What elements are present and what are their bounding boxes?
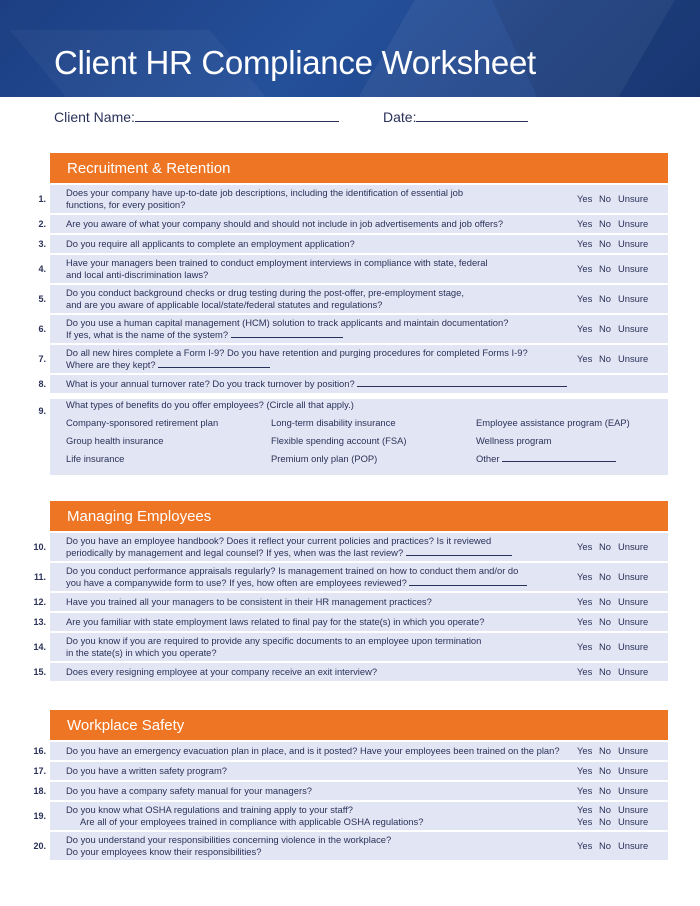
question-number: 9. <box>38 406 46 416</box>
answer-options[interactable] <box>577 293 648 305</box>
question-line: What is your annual turnover rate? Do you track turnover by position? <box>66 378 355 389</box>
date-label: Date: <box>383 109 417 125</box>
no-option[interactable]: No <box>599 218 611 229</box>
question-text <box>50 257 555 281</box>
no-option[interactable]: No <box>599 596 611 607</box>
question-number: 3. <box>38 239 46 249</box>
question-text <box>50 287 555 311</box>
question-line-with-blank <box>66 577 555 589</box>
question-line: Do your employees know their responsibilities? <box>66 846 262 857</box>
answer-options[interactable] <box>577 193 648 205</box>
question-number: 4. <box>38 264 46 274</box>
unsure-option[interactable]: Unsure <box>618 785 649 796</box>
question-text <box>50 238 555 250</box>
question-number: 16. <box>33 746 46 756</box>
client-name-label: Client Name: <box>54 109 135 125</box>
answer-blank[interactable] <box>231 329 343 338</box>
question-text <box>50 378 650 390</box>
question-line: Do you use a human capital management (HCM) solution to track applicants and maintain documentation? <box>66 317 509 328</box>
question-line: Do all new hires complete a Form I-9? Do you have retention and purging procedures for completed Forms I-9? <box>66 347 528 358</box>
question-text <box>50 785 555 797</box>
unsure-option[interactable]: Unsure <box>618 541 649 552</box>
question-number: 14. <box>33 642 46 652</box>
question-line: Do you have an employee handbook? Does it reflect your current policies and practices? Is it reviewed <box>66 535 492 546</box>
no-option[interactable]: No <box>599 293 611 304</box>
question-number: 12. <box>33 597 46 607</box>
question-text <box>50 666 555 678</box>
section-recruitment <box>38 153 668 475</box>
question-line: Have you trained all your managers to be consistent in their HR management practices? <box>66 596 432 607</box>
question-number: 11. <box>33 572 46 582</box>
question-row <box>33 593 668 611</box>
answer-options[interactable] <box>577 745 648 757</box>
benefit-option-other[interactable] <box>476 453 656 465</box>
question-line: you have a companywide form to use? If yes, how often are employees reviewed? <box>66 577 407 588</box>
section-title: Workplace Safety <box>50 710 668 740</box>
question-line: and are you aware of applicable local/state/federal statutes and regulations? <box>66 299 383 310</box>
question-text <box>50 218 555 230</box>
question-line: Have your managers been trained to conduct employment interviews in compliance with state, federal <box>66 257 488 268</box>
unsure-option[interactable]: Unsure <box>618 840 649 851</box>
question-row <box>38 315 668 343</box>
question-number: 1. <box>38 194 46 204</box>
no-option[interactable]: No <box>599 323 611 334</box>
no-option[interactable]: No <box>599 193 611 204</box>
page-title: Client HR Compliance Worksheet <box>54 44 536 81</box>
question-number: 15. <box>33 667 46 677</box>
benefit-option[interactable]: Group health insurance <box>66 435 164 446</box>
question-number: 10. <box>33 542 46 552</box>
yes-option[interactable]: Yes <box>577 238 593 249</box>
benefit-option[interactable]: Premium only plan (POP) <box>271 453 378 464</box>
yes-option[interactable]: Yes <box>577 745 593 756</box>
question-row <box>38 235 668 253</box>
question-row <box>38 255 668 283</box>
client-name-blank[interactable] <box>135 108 339 122</box>
unsure-option[interactable]: Unsure <box>618 596 649 607</box>
benefit-option[interactable]: Flexible spending account (FSA) <box>271 435 407 446</box>
yes-option[interactable]: Yes <box>577 596 593 607</box>
question-line: Do you have a written safety program? <box>66 765 228 776</box>
no-option[interactable]: No <box>599 666 611 677</box>
question-number: 17. <box>33 766 46 776</box>
answer-options[interactable] <box>577 541 648 553</box>
unsure-option[interactable]: Unsure <box>618 641 649 652</box>
unsure-option[interactable]: Unsure <box>618 616 649 627</box>
benefit-option[interactable]: Long-term disability insurance <box>271 417 396 428</box>
question-line-with-blank <box>66 547 555 559</box>
question-text <box>50 635 555 659</box>
yes-option[interactable]: Yes <box>577 353 593 364</box>
question-row <box>38 185 668 213</box>
yes-option[interactable]: Yes <box>577 218 593 229</box>
question-line: Does your company have up-to-date job descriptions, including the identification of essential job <box>66 187 464 198</box>
unsure-option[interactable]: Unsure <box>618 571 649 582</box>
question-row <box>38 375 668 393</box>
answer-blank[interactable] <box>406 547 512 556</box>
unsure-option[interactable]: Unsure <box>618 238 649 249</box>
answer-options[interactable] <box>577 765 648 777</box>
answer-options[interactable] <box>577 785 648 797</box>
question-line: Do you have an emergency evacuation plan in place, and is it posted? Have your employees been trained on the plan? <box>66 745 560 756</box>
question-row <box>33 762 668 780</box>
yes-option[interactable]: Yes <box>577 323 593 334</box>
unsure-option[interactable]: Unsure <box>618 293 649 304</box>
question-line: Does every resigning employee at your company receive an exit interview? <box>66 666 378 677</box>
unsure-option[interactable]: Unsure <box>618 745 649 756</box>
question-row <box>33 742 668 760</box>
answer-options[interactable] <box>577 353 648 365</box>
answer-options[interactable] <box>577 218 648 230</box>
answer-options[interactable] <box>577 323 648 335</box>
answer-options[interactable] <box>577 263 648 275</box>
question-number: 5. <box>38 294 46 304</box>
question-row <box>33 782 668 800</box>
no-option[interactable]: No <box>599 238 611 249</box>
no-option[interactable]: No <box>599 541 611 552</box>
no-option[interactable]: No <box>599 616 611 627</box>
answer-line[interactable] <box>577 816 648 828</box>
section-title: Managing Employees <box>50 501 668 531</box>
answer-options[interactable] <box>577 666 648 678</box>
no-option[interactable]: No <box>599 816 611 827</box>
question-text <box>50 834 555 858</box>
question-row <box>33 613 668 631</box>
benefit-option[interactable]: Employee assistance program (EAP) <box>476 417 630 428</box>
question-text <box>50 565 555 589</box>
no-option[interactable]: No <box>599 353 611 364</box>
no-option[interactable]: No <box>599 571 611 582</box>
yes-option[interactable]: Yes <box>577 785 593 796</box>
question-line: Do you understand your responsibilities concerning violence in the workplace? <box>66 834 392 845</box>
question-line: What types of benefits do you offer employees? (Circle all that apply.) <box>66 399 354 410</box>
date-field[interactable] <box>383 108 528 125</box>
question-text <box>50 616 555 628</box>
answer-options[interactable] <box>577 616 648 628</box>
question-text <box>50 804 555 828</box>
question-row <box>33 832 668 860</box>
question-line: Are you aware of what your company should and should not include in job advertisements and job offers? <box>66 218 504 229</box>
question-line: Do you conduct performance appraisals regularly? Is management trained on how to conduct them and/or do <box>66 565 519 576</box>
answer-blank[interactable] <box>357 378 567 387</box>
question-line-with-blank <box>66 329 555 341</box>
yes-option[interactable]: Yes <box>577 193 593 204</box>
answer-options[interactable] <box>577 238 648 250</box>
client-name-field[interactable] <box>54 108 339 125</box>
answer-options[interactable] <box>577 571 648 583</box>
unsure-option[interactable]: Unsure <box>618 263 649 274</box>
benefits-grid <box>66 417 668 465</box>
header-banner <box>0 0 700 97</box>
question-line: Do you know if you are required to provide any specific documents to an employee upon termination <box>66 635 482 646</box>
question-text <box>50 347 555 371</box>
question-row <box>38 345 668 373</box>
unsure-option[interactable]: Unsure <box>618 218 649 229</box>
benefit-option[interactable]: Other <box>476 453 500 464</box>
question-line-with-blank <box>66 359 555 371</box>
benefit-option[interactable]: Wellness program <box>476 435 552 446</box>
question-line: functions, for every position? <box>66 199 186 210</box>
answer-options[interactable] <box>577 641 648 653</box>
no-option[interactable]: No <box>599 785 611 796</box>
question-row <box>33 563 668 591</box>
question-row <box>33 802 668 830</box>
no-option[interactable]: No <box>599 263 611 274</box>
question-text <box>50 745 580 757</box>
unsure-option[interactable]: Unsure <box>618 765 649 776</box>
question-row <box>38 215 668 233</box>
yes-option[interactable]: Yes <box>577 804 593 815</box>
question-number: 19. <box>33 811 46 821</box>
unsure-option[interactable]: Unsure <box>618 353 649 364</box>
question-line: Do you know what OSHA regulations and training apply to your staff? <box>66 804 353 815</box>
no-option[interactable]: No <box>599 804 611 815</box>
no-option[interactable]: No <box>599 765 611 776</box>
answer-line[interactable] <box>577 804 648 816</box>
yes-option[interactable]: Yes <box>577 641 593 652</box>
question-line: Where are they kept? <box>66 359 156 370</box>
yes-option[interactable]: Yes <box>577 263 593 274</box>
answer-blank[interactable] <box>158 359 270 368</box>
date-blank[interactable] <box>416 108 528 122</box>
question-line: Do you require all applicants to complete an employment application? <box>66 238 355 249</box>
question-row <box>33 533 668 561</box>
question-number: 13. <box>33 617 46 627</box>
no-option[interactable]: No <box>599 641 611 652</box>
yes-option[interactable]: Yes <box>577 666 593 677</box>
yes-option[interactable]: Yes <box>577 765 593 776</box>
question-text <box>50 765 555 777</box>
no-option[interactable]: No <box>599 745 611 756</box>
answer-options[interactable] <box>577 804 648 828</box>
section-managing <box>33 501 668 681</box>
unsure-option[interactable]: Unsure <box>618 323 649 334</box>
unsure-option[interactable]: Unsure <box>618 816 649 827</box>
benefit-option[interactable]: Life insurance <box>66 453 125 464</box>
yes-option[interactable]: Yes <box>577 616 593 627</box>
question-row <box>38 399 668 475</box>
question-line: Do you conduct background checks or drug testing during the post-offer, pre-employment stage, <box>66 287 464 298</box>
yes-option[interactable]: Yes <box>577 541 593 552</box>
yes-option[interactable]: Yes <box>577 816 593 827</box>
answer-blank[interactable] <box>409 577 527 586</box>
benefit-option[interactable]: Company-sponsored retirement plan <box>66 417 219 428</box>
question-number: 18. <box>33 786 46 796</box>
no-option[interactable]: No <box>599 840 611 851</box>
question-row <box>33 633 668 661</box>
question-text <box>50 317 555 341</box>
yes-option[interactable]: Yes <box>577 293 593 304</box>
answer-options[interactable] <box>577 840 648 852</box>
yes-option[interactable]: Yes <box>577 571 593 582</box>
section-safety <box>33 710 668 860</box>
unsure-option[interactable]: Unsure <box>618 804 649 815</box>
unsure-option[interactable]: Unsure <box>618 193 649 204</box>
question-number: 6. <box>38 324 46 334</box>
benefits-list <box>50 399 668 465</box>
other-blank[interactable] <box>502 453 616 462</box>
question-text <box>50 535 555 559</box>
question-text <box>50 596 555 608</box>
question-line: in the state(s) in which you operate? <box>66 647 217 658</box>
section-title: Recruitment & Retention <box>50 153 668 183</box>
question-row <box>38 285 668 313</box>
question-number: 7. <box>38 354 46 364</box>
question-line: periodically by management and legal counsel? If yes, when was the last review? <box>66 547 404 558</box>
question-number: 8. <box>38 379 46 389</box>
yes-option[interactable]: Yes <box>577 840 593 851</box>
question-line: and local anti-discrimination laws? <box>66 269 209 280</box>
answer-options[interactable] <box>577 596 648 608</box>
question-number: 2. <box>38 219 46 229</box>
question-line: Are all of your employees trained in compliance with applicable OSHA regulations? <box>80 816 424 827</box>
question-row <box>33 663 668 681</box>
unsure-option[interactable]: Unsure <box>618 666 649 677</box>
question-text <box>50 187 555 211</box>
question-line: Do you have a company safety manual for your managers? <box>66 785 312 796</box>
question-line: If yes, what is the name of the system? <box>66 329 229 340</box>
question-line: Are you familiar with state employment laws related to final pay for the state(s) in which you operate? <box>66 616 485 627</box>
question-number: 20. <box>33 841 46 851</box>
